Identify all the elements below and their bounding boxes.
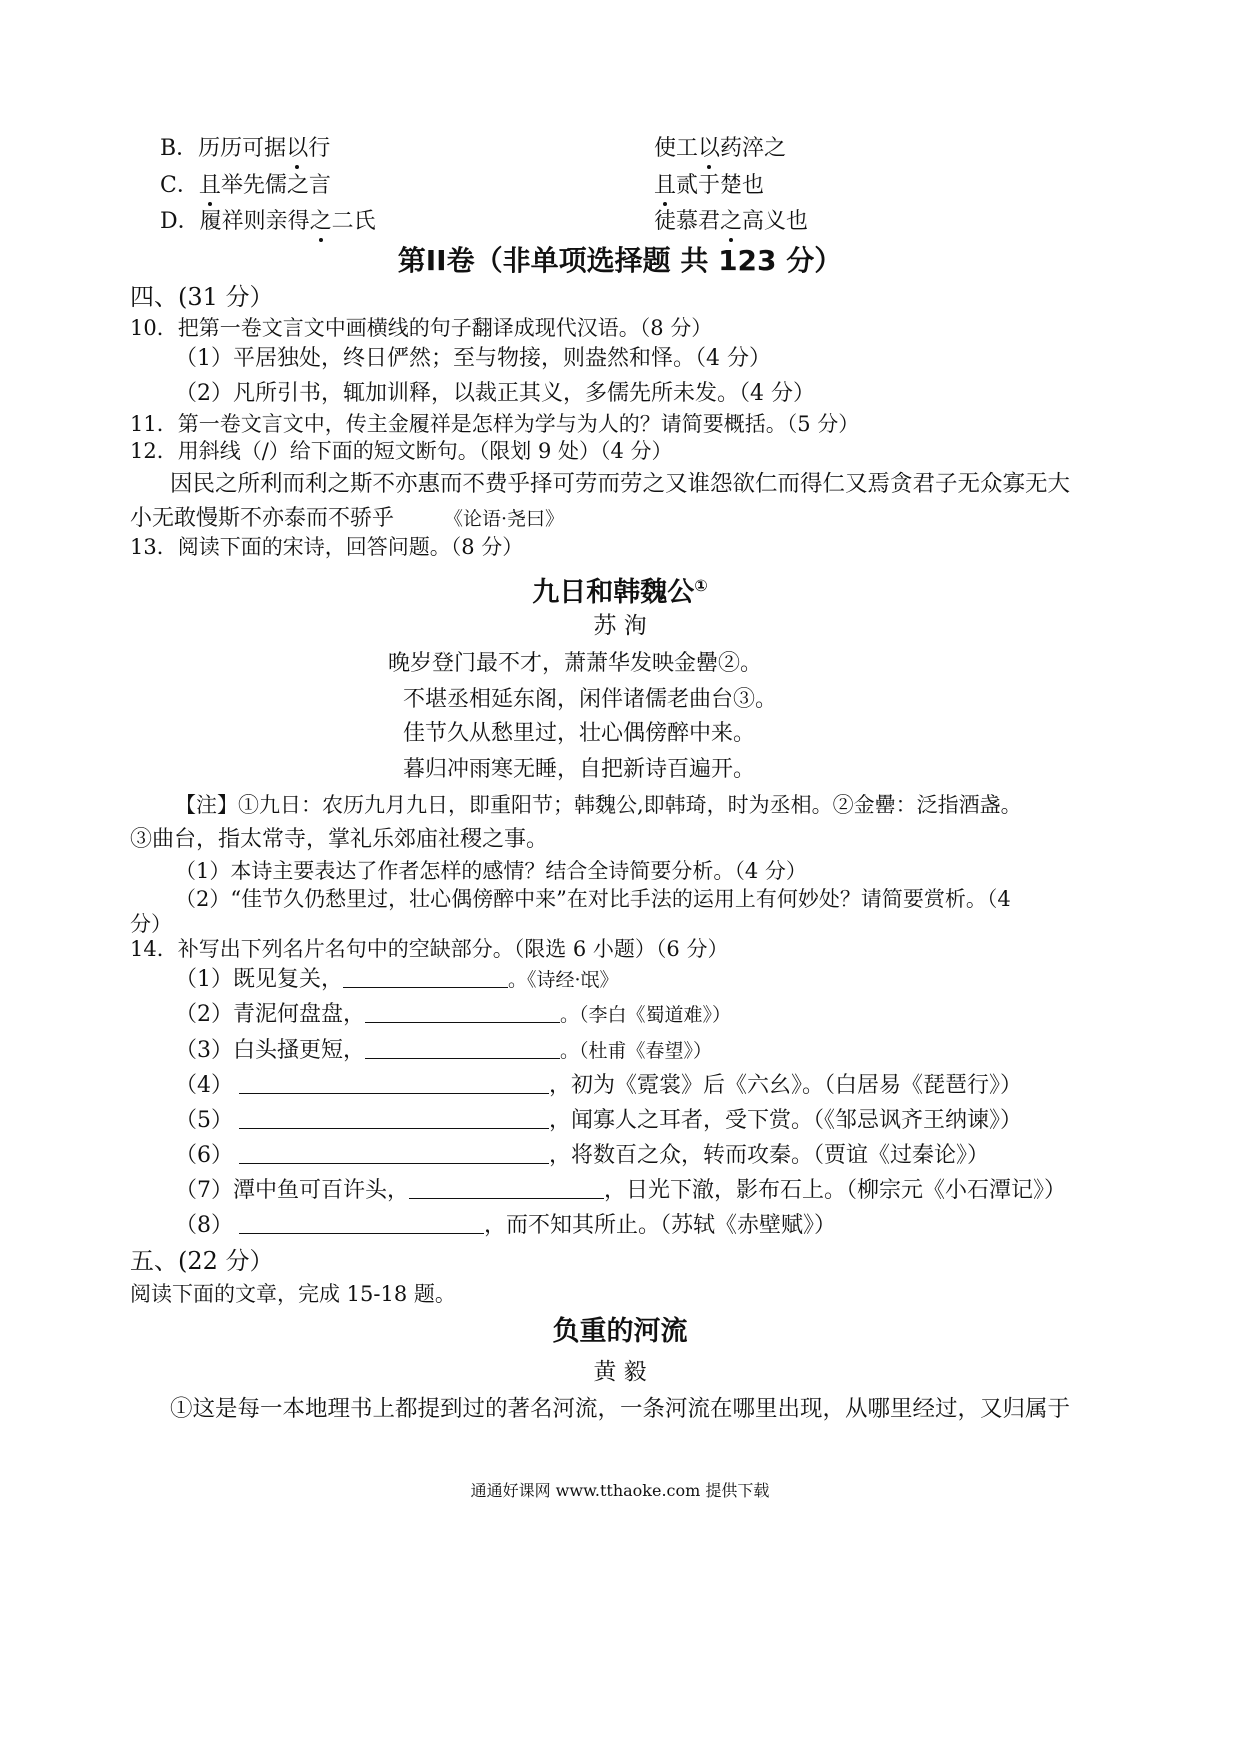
section-four-heading: 四、(31 分） bbox=[130, 283, 274, 311]
option-b: B．历历可据以行 bbox=[160, 136, 331, 161]
fill-item-6: （6） ，将数百之众，转而攻秦。（贾谊《过秦论》） bbox=[175, 1143, 990, 1168]
article-author: 黄 毅 bbox=[593, 1359, 647, 1385]
question-14: 14．补写出下列名片名句中的空缺部分。（限选 6 小题）（6 分） bbox=[130, 937, 729, 961]
section-five-heading: 五、(22 分） bbox=[130, 1247, 274, 1275]
blank-6[interactable] bbox=[239, 1143, 549, 1164]
question-10-2: （2）凡所引书，辄加训释，以裁正其义，多儒先所未发。（4 分） bbox=[175, 381, 815, 406]
poem-line-4: 暮归冲雨寒无睡，自把新诗百遍开。 bbox=[403, 757, 756, 782]
fill-item-8: （8） ，而不知其所止。（苏轼《赤壁赋》） bbox=[175, 1213, 837, 1238]
section-title: 第II卷（非单项选择题 共 123 分） bbox=[397, 244, 843, 277]
blank-2[interactable] bbox=[365, 1002, 560, 1023]
question-11: 11．第一卷文言文中，传主金履祥是怎样为学与为人的？请简要概括。（5 分） bbox=[130, 412, 860, 436]
question-13-2-cont: 分） bbox=[130, 912, 172, 936]
question-10: 10．把第一卷文言文中画横线的句子翻译成现代汉语。（8 分） bbox=[130, 316, 713, 340]
article-title: 负重的河流 bbox=[552, 1316, 688, 1347]
page-footer: 通通好课网 www.tthaoke.com 提供下载 bbox=[470, 1481, 770, 1500]
option-c-right: 且贰于楚也 bbox=[654, 173, 765, 198]
question-12-text-1: 因民之所利而利之斯不亦惠而不费乎择可劳而劳之又谁怨欲仁而得仁又焉贪君子无众寡无大 bbox=[170, 471, 1071, 497]
question-13-1: （1）本诗主要表达了作者怎样的感情？结合全诗简要分析。（4 分） bbox=[175, 859, 807, 883]
question-12: 12．用斜线（/）给下面的短文断句。（限划 9 处）（4 分） bbox=[130, 439, 673, 463]
fill-item-4: （4） ，初为《霓裳》后《六幺》。（白居易《琵琶行》） bbox=[175, 1073, 1023, 1098]
question-12-text-2: 小无敢慢斯不亦泰而不骄乎 《论语·尧曰》 bbox=[130, 506, 565, 531]
option-b-right: 使工以药淬之 bbox=[654, 136, 787, 161]
article-paragraph-1: ①这是每一本地理书上都提到过的著名河流，一条河流在哪里出现，从哪里经过，又归属于 bbox=[170, 1396, 1071, 1422]
poem-author: 苏 洵 bbox=[593, 613, 647, 639]
fill-item-5: （5） ，闻寡人之耳者，受下赏。（《邹忌讽齐王纳谏》） bbox=[175, 1108, 1023, 1133]
question-13-2: （2）“佳节久仍愁里过，壮心偶傍醉中来”在对比手法的运用上有何妙处？请简要赏析。（4 bbox=[175, 887, 1011, 911]
fill-item-2: （2）青泥何盘盘， 。（李白《蜀道难》） bbox=[175, 1002, 732, 1027]
fill-item-7: （7）潭中鱼可百许头， ，日光下澈，影布石上。（柳宗元《小石潭记》） bbox=[175, 1178, 1067, 1203]
blank-8[interactable] bbox=[239, 1213, 484, 1234]
poem-note-1: 【注】①九日：农历九月九日，即重阳节；韩魏公,即韩琦，时为丞相。②金罍：泛指酒盏。 bbox=[175, 793, 1022, 817]
blank-4[interactable] bbox=[239, 1073, 549, 1094]
blank-7[interactable] bbox=[409, 1178, 604, 1199]
poem-line-3: 佳节久从愁里过，壮心偶傍醉中来。 bbox=[403, 721, 756, 746]
option-c: C．且举先儒之言 bbox=[160, 173, 331, 198]
blank-1[interactable] bbox=[343, 967, 508, 988]
blank-5[interactable] bbox=[239, 1108, 549, 1129]
blank-3[interactable] bbox=[365, 1038, 560, 1059]
poem-note-2: ③曲台，指太常寺，掌礼乐郊庙社稷之事。 bbox=[130, 827, 549, 852]
question-13: 13．阅读下面的宋诗，回答问题。（8 分） bbox=[130, 535, 524, 559]
option-d: D．履祥则亲得之二氏 bbox=[160, 209, 376, 234]
option-d-right: 徒慕君之高义也 bbox=[654, 209, 809, 234]
section-five-intro: 阅读下面的文章，完成 15-18 题。 bbox=[130, 1282, 456, 1306]
poem-line-1: 晚岁登门最不才，萧萧华发映金罍②。 bbox=[388, 651, 763, 676]
fill-item-1: （1）既见复关， 。《诗经·氓》 bbox=[175, 967, 619, 992]
question-10-1: （1）平居独处，终日俨然；至与物接，则盎然和怿。（4 分） bbox=[175, 346, 771, 371]
poem-line-2: 不堪丞相延东阁，闲伴诸儒老曲台③。 bbox=[403, 687, 778, 712]
poem-title: 九日和韩魏公① bbox=[532, 576, 708, 608]
fill-item-3: （3）白头搔更短， 。（杜甫《春望》） bbox=[175, 1038, 713, 1063]
